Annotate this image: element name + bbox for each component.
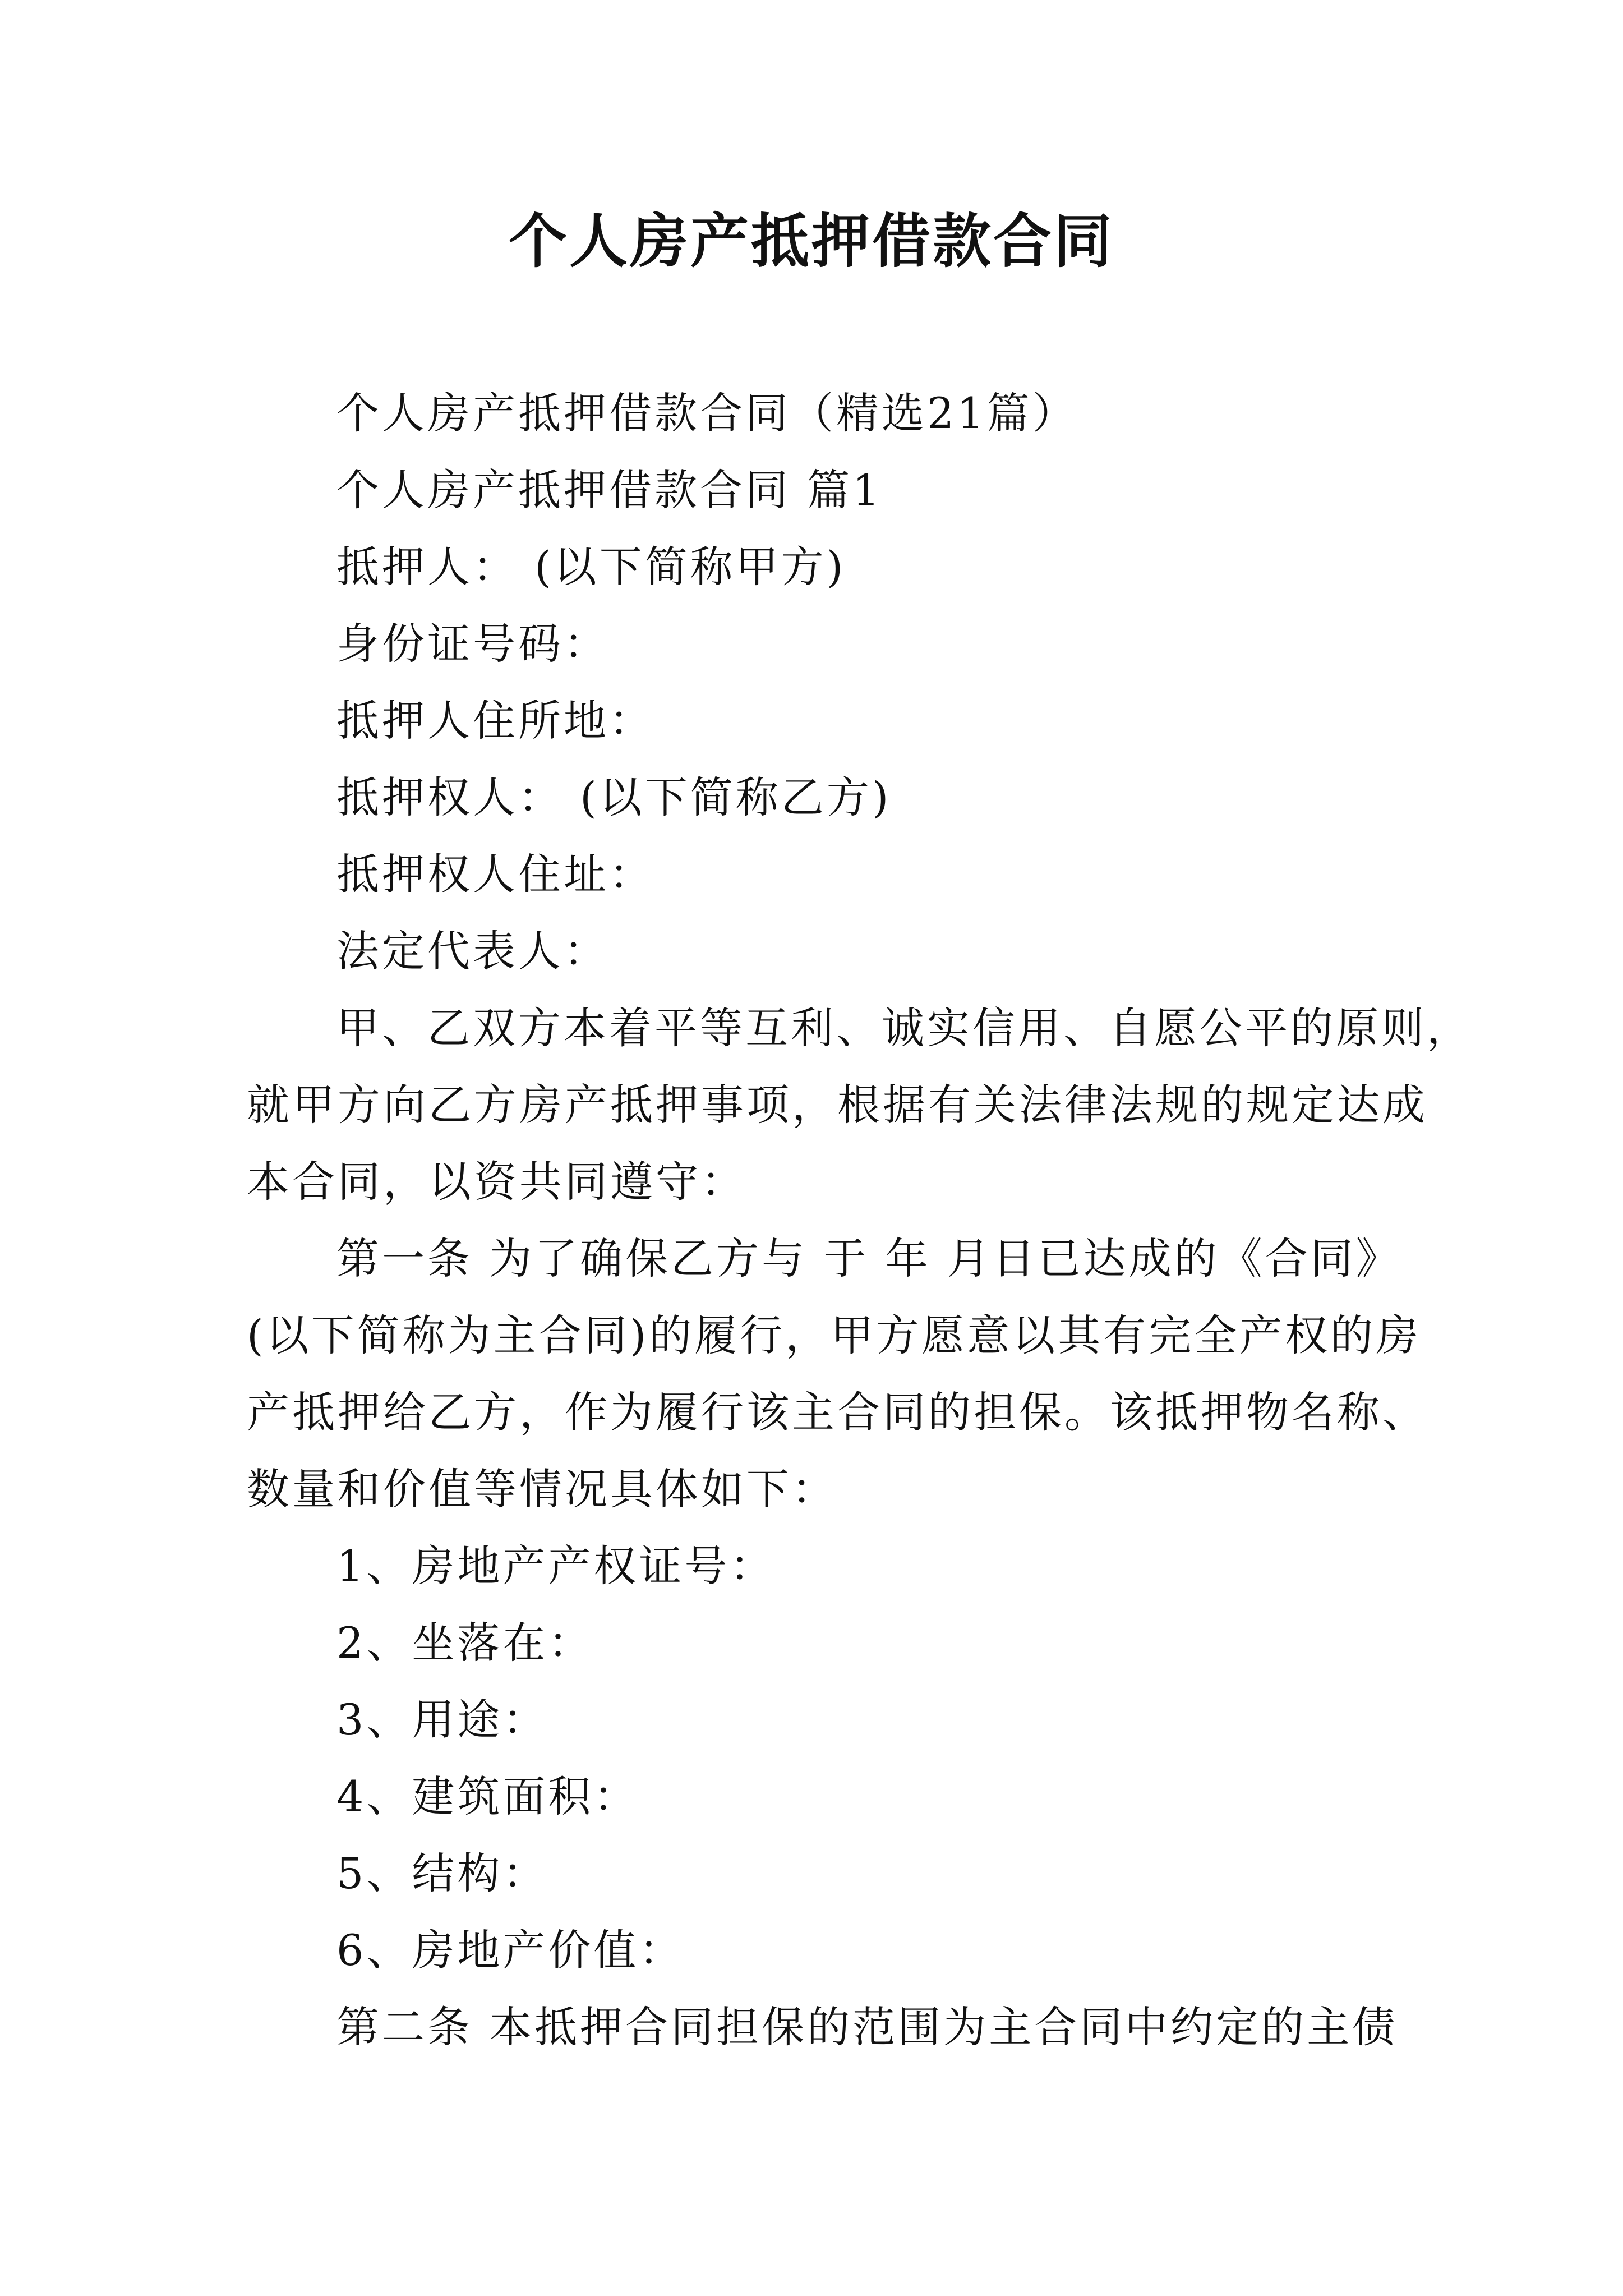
- paragraph-line: 1、房地产产权证号：: [336, 1541, 776, 1591]
- paragraph-line: 个人房产抵押借款合同 篇1: [336, 465, 883, 515]
- paragraph-line: 3、用途：: [336, 1695, 548, 1745]
- paragraph-line: 产抵押给乙方，作为履行该主合同的担保。该抵押物名称、: [247, 1387, 1428, 1437]
- paragraph-line: 抵押人住所地：: [336, 696, 654, 746]
- paragraph-line: (以下简称为主合同)的履行，甲方愿意以其有完全产权的房: [247, 1310, 1422, 1360]
- paragraph-line: 法定代表人：: [336, 926, 609, 976]
- paragraph-line: 就甲方向乙方房产抵押事项，根据有关法律法规的规定达成: [247, 1080, 1428, 1130]
- paragraph-line: 2、坐落在：: [336, 1618, 594, 1668]
- paragraph-line: 抵押人： (以下简称甲方): [336, 542, 846, 592]
- paragraph-line: 5、结构：: [336, 1848, 548, 1898]
- paragraph-line: 本合同，以资共同遵守：: [247, 1157, 746, 1207]
- paragraph-line: 第二条 本抵押合同担保的范围为主合同中约定的主债: [336, 2002, 1398, 2052]
- paragraph-line: 6、房地产价值：: [336, 1925, 685, 1975]
- document-body: [247, 375, 1472, 2065]
- paragraph-line: 抵押权人住址：: [336, 849, 654, 899]
- document-title: 个人房产抵押借款合同: [508, 207, 1114, 275]
- paragraph-line: 抵押权人： (以下简称乙方): [336, 772, 892, 822]
- paragraph-line: 第一条 为了确保乙方与 于 年 月日已达成的《合同》: [336, 1234, 1401, 1283]
- paragraph-line: 身份证号码：: [336, 619, 609, 669]
- paragraph-line: 个人房产抵押借款合同（精选21篇）: [336, 388, 1078, 438]
- paragraph-line: 4、建筑面积：: [336, 1772, 639, 1821]
- paragraph-line: 数量和价值等情况具体如下：: [247, 1464, 837, 1514]
- paragraph-line: 甲、乙双方本着平等互利、诚实信用、自愿公平的原则，: [336, 1003, 1472, 1053]
